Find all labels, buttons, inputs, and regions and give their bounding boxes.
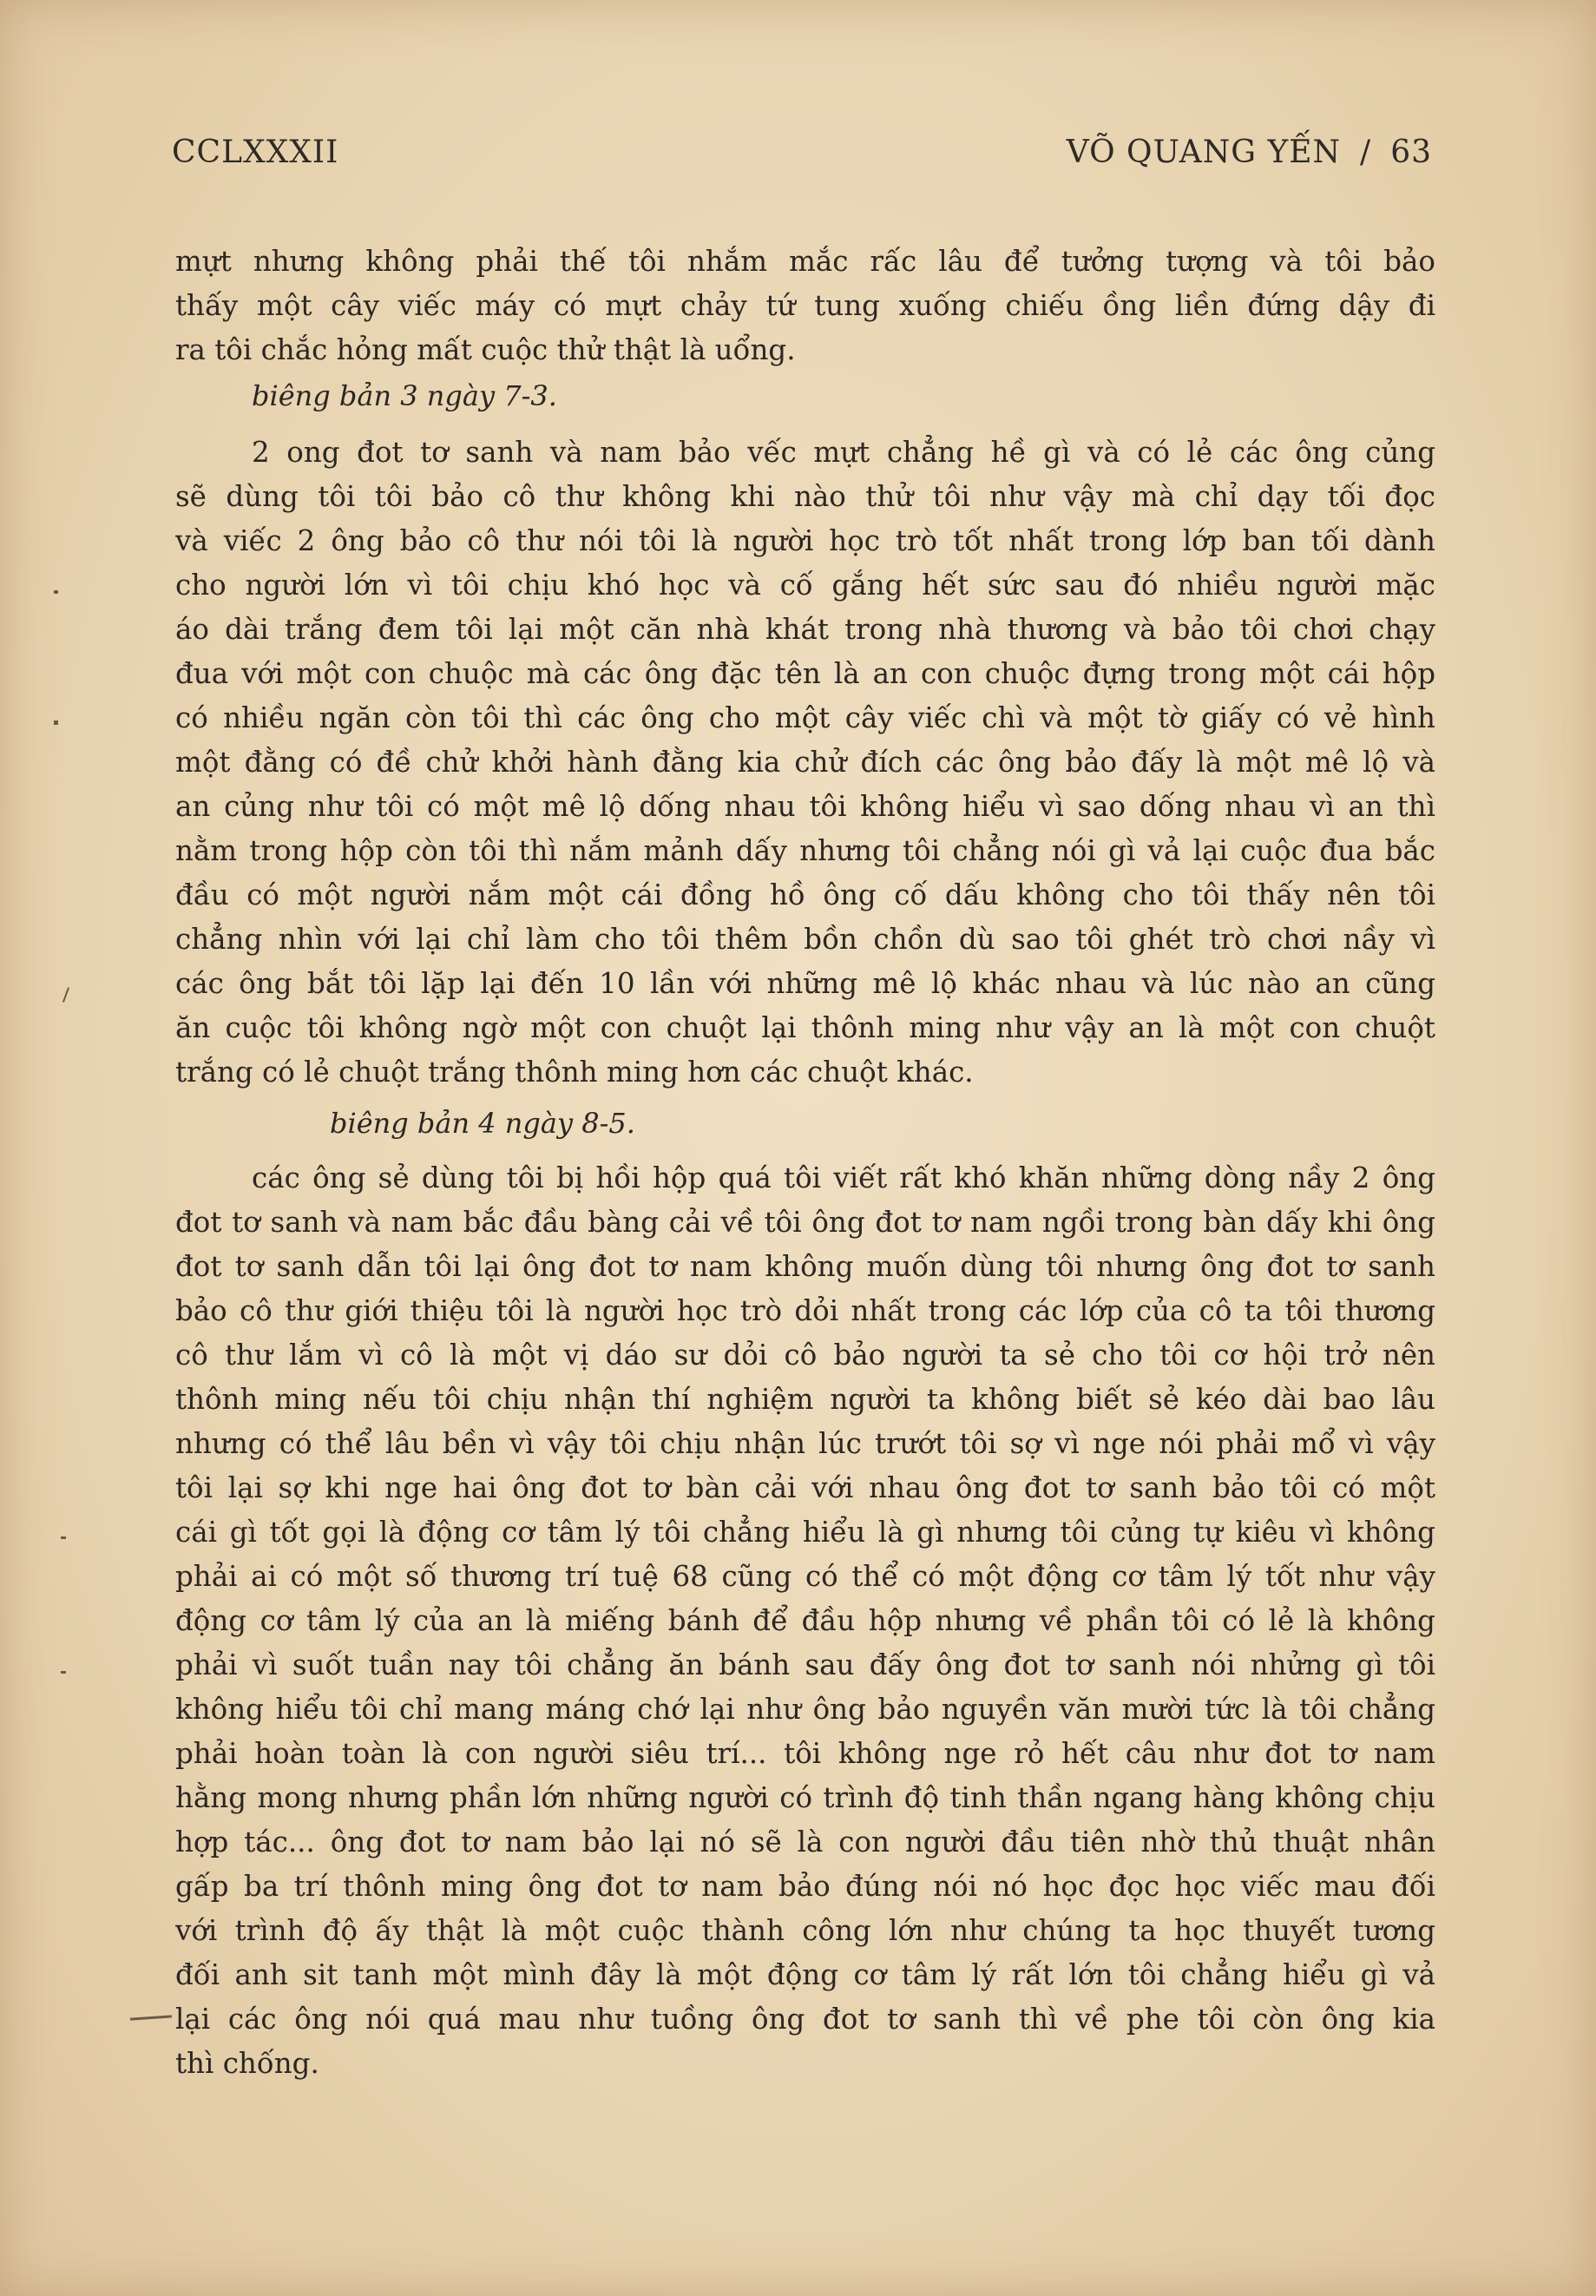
entry-heading: biêng bản 3 ngày 7-3. — [252, 379, 557, 412]
text-line: an củng như tôi có một mê lộ dống nhau tôi không hiểu vì sao dống nhau vì an thì — [175, 790, 1435, 823]
text-line: có nhiều ngăn còn tôi thì các ông cho một cây viếc chì và một tờ giấy có vẻ hình — [175, 701, 1435, 734]
text-line: ăn cuộc tôi không ngờ một con chuột lại thônh ming như vậy an là một con chuột — [175, 1011, 1435, 1044]
text-line: cô thư lắm vì cô là một vị dáo sư dỏi cô bảo người ta sẻ cho tôi cơ hội trở nên — [175, 1339, 1435, 1372]
text-line: đối anh sit tanh một mình đây là một động cơ tâm lý rất lớn tôi chẳng hiểu gì vả — [175, 1958, 1435, 1991]
text-line: phải vì suốt tuần nay tôi chẳng ăn bánh sau đấy ông đot tơ sanh nói nhửng gì tôi — [175, 1648, 1435, 1681]
text-line: đot tơ sanh dẫn tôi lại ông đot tơ nam không muốn dùng tôi nhưng ông đot tơ sanh — [175, 1250, 1435, 1283]
margin-pen-mark — [62, 987, 69, 1003]
text-line: với trình độ ấy thật là một cuộc thành công lớn như chúng ta học thuyết tương — [175, 1914, 1435, 1947]
paragraph-2 — [175, 431, 1435, 1095]
text-line: và viếc 2 ông bảo cô thư nói tôi là người học trò tốt nhất trong lớp ban tối dành — [175, 524, 1435, 557]
author-name: VÕ QUANG YẾN — [1066, 135, 1342, 170]
margin-dot — [61, 1536, 66, 1539]
text-line: các ông bắt tôi lặp lại đến 10 lần với những mê lộ khác nhau và lúc nào an cũng — [175, 967, 1435, 1000]
text-line: ra tôi chắc hỏng mất cuộc thử thật là uổng. — [175, 333, 796, 366]
text-line: đầu có một người nắm một cái đồng hồ ông cố dấu không cho tôi thấy nên tôi — [175, 878, 1435, 911]
text-line: các ông sẻ dùng tôi bị hồi hộp quá tôi viết rất khó khăn những dòng nầy 2 ông — [252, 1161, 1435, 1194]
margin-pen-mark — [130, 2015, 172, 2020]
text-line: thônh ming nếu tôi chịu nhận thí nghiệm người ta không biết sẻ kéo dài bao lâu — [175, 1383, 1435, 1416]
text-line: không hiểu tôi chỉ mang máng chớ lại như ông bảo nguyền văn mười tức là tôi chẳng — [175, 1693, 1435, 1726]
text-line: phải hoàn toàn là con người siêu trí... tôi không nge rỏ hết câu như đot tơ nam — [175, 1737, 1435, 1770]
text-line: nhưng có thể lâu bền vì vậy tôi chịu nhận lúc trướt tôi sợ vì nge nói phải mổ vì vậy — [175, 1427, 1435, 1460]
entry-heading: biêng bản 4 ngày 8-5. — [330, 1107, 635, 1140]
text-line: phải ai có một số thương trí tuệ 68 cũng có thể có một động cơ tâm lý tốt như vậy — [175, 1560, 1435, 1593]
chapter-roman-numeral: CCLXXXII — [172, 135, 339, 170]
header-separator: / — [1360, 135, 1372, 170]
text-line: đot tơ sanh và nam bắc đầu bàng cải về tôi ông đot tơ nam ngồi trong bàn dấy khi ông — [175, 1206, 1435, 1239]
text-line: gấp ba trí thônh ming ông đot tơ nam bảo đúng nói nó học đọc học viếc mau đối — [175, 1870, 1435, 1903]
text-line: thấy một cây viếc máy có mựt chảy tứ tung xuống chiếu ồng liền đứng dậy đi — [175, 289, 1435, 322]
text-line: lại các ông nói quá mau như tuồng ông đot tơ sanh thì về phe tôi còn ông kia — [175, 2003, 1435, 2036]
margin-dot — [61, 1671, 66, 1674]
text-line: trắng có lẻ chuột trắng thônh ming hơn các chuột khác. — [175, 1056, 974, 1089]
header-right — [1067, 135, 1432, 170]
text-line: mựt nhưng không phải thế tôi nhắm mắc rấc lâu để tưởng tượng và tôi bảo — [175, 245, 1435, 278]
text-line: hợp tác... ông đot tơ nam bảo lại nó sẽ là con người đầu tiên nhờ thủ thuật nhân — [175, 1826, 1435, 1859]
running-header — [172, 135, 1432, 180]
body-text — [175, 240, 1435, 2086]
text-line: thì chống. — [175, 2047, 319, 2080]
margin-dot — [54, 590, 58, 594]
text-line: một đằng có đề chử khởi hành đằng kia chử đích các ông bảo đấy là một mê lộ và — [175, 746, 1435, 779]
text-line: tôi lại sợ khi nge hai ông đot tơ bàn cải với nhau ông đot tơ sanh bảo tôi có một — [175, 1471, 1435, 1504]
text-line: 2 ong đot tơ sanh và nam bảo vếc mựt chẳng hề gì và có lẻ các ông củng — [252, 436, 1435, 469]
text-line: sẽ dùng tôi tôi bảo cô thư không khi nào thử tôi như vậy mà chỉ dạy tối đọc — [175, 480, 1435, 513]
text-line: nằm trong hộp còn tôi thì nắm mảnh dấy nhưng tôi chẳng nói gì vả lại cuộc đua bắc — [175, 834, 1435, 867]
text-line: hằng mong nhưng phần lớn những người có trình độ tinh thần ngang hàng không chịu — [175, 1781, 1435, 1814]
text-line: động cơ tâm lý của an là miếng bánh để đầu hộp nhưng về phần tôi có lẻ là không — [175, 1604, 1435, 1637]
text-line: áo dài trắng đem tôi lại một căn nhà khát trong nhà thương và bảo tôi chơi chạy — [175, 613, 1435, 646]
text-line: cái gì tốt gọi là động cơ tâm lý tôi chẳng hiểu là gì nhưng tôi củng tự kiêu vì không — [175, 1516, 1435, 1549]
text-line: đua với một con chuộc mà các ông đặc tên là an con chuộc đựng trong một cái hộp — [175, 657, 1435, 690]
paragraph-3 — [175, 1156, 1435, 2086]
margin-dot — [54, 720, 58, 725]
text-line: chẳng nhìn với lại chỉ làm cho tôi thêm bồn chồn dù sao tôi ghét trò chơi nầy vì — [175, 923, 1435, 956]
text-line: bảo cô thư giới thiệu tôi là người học trò dỏi nhất trong các lớp của cô ta tôi thương — [175, 1294, 1435, 1327]
page-number: 63 — [1390, 135, 1432, 170]
paragraph-1 — [175, 240, 1435, 372]
text-line: cho người lớn vì tôi chịu khó học và cố gắng hết sức sau đó nhiều người mặc — [175, 569, 1435, 602]
